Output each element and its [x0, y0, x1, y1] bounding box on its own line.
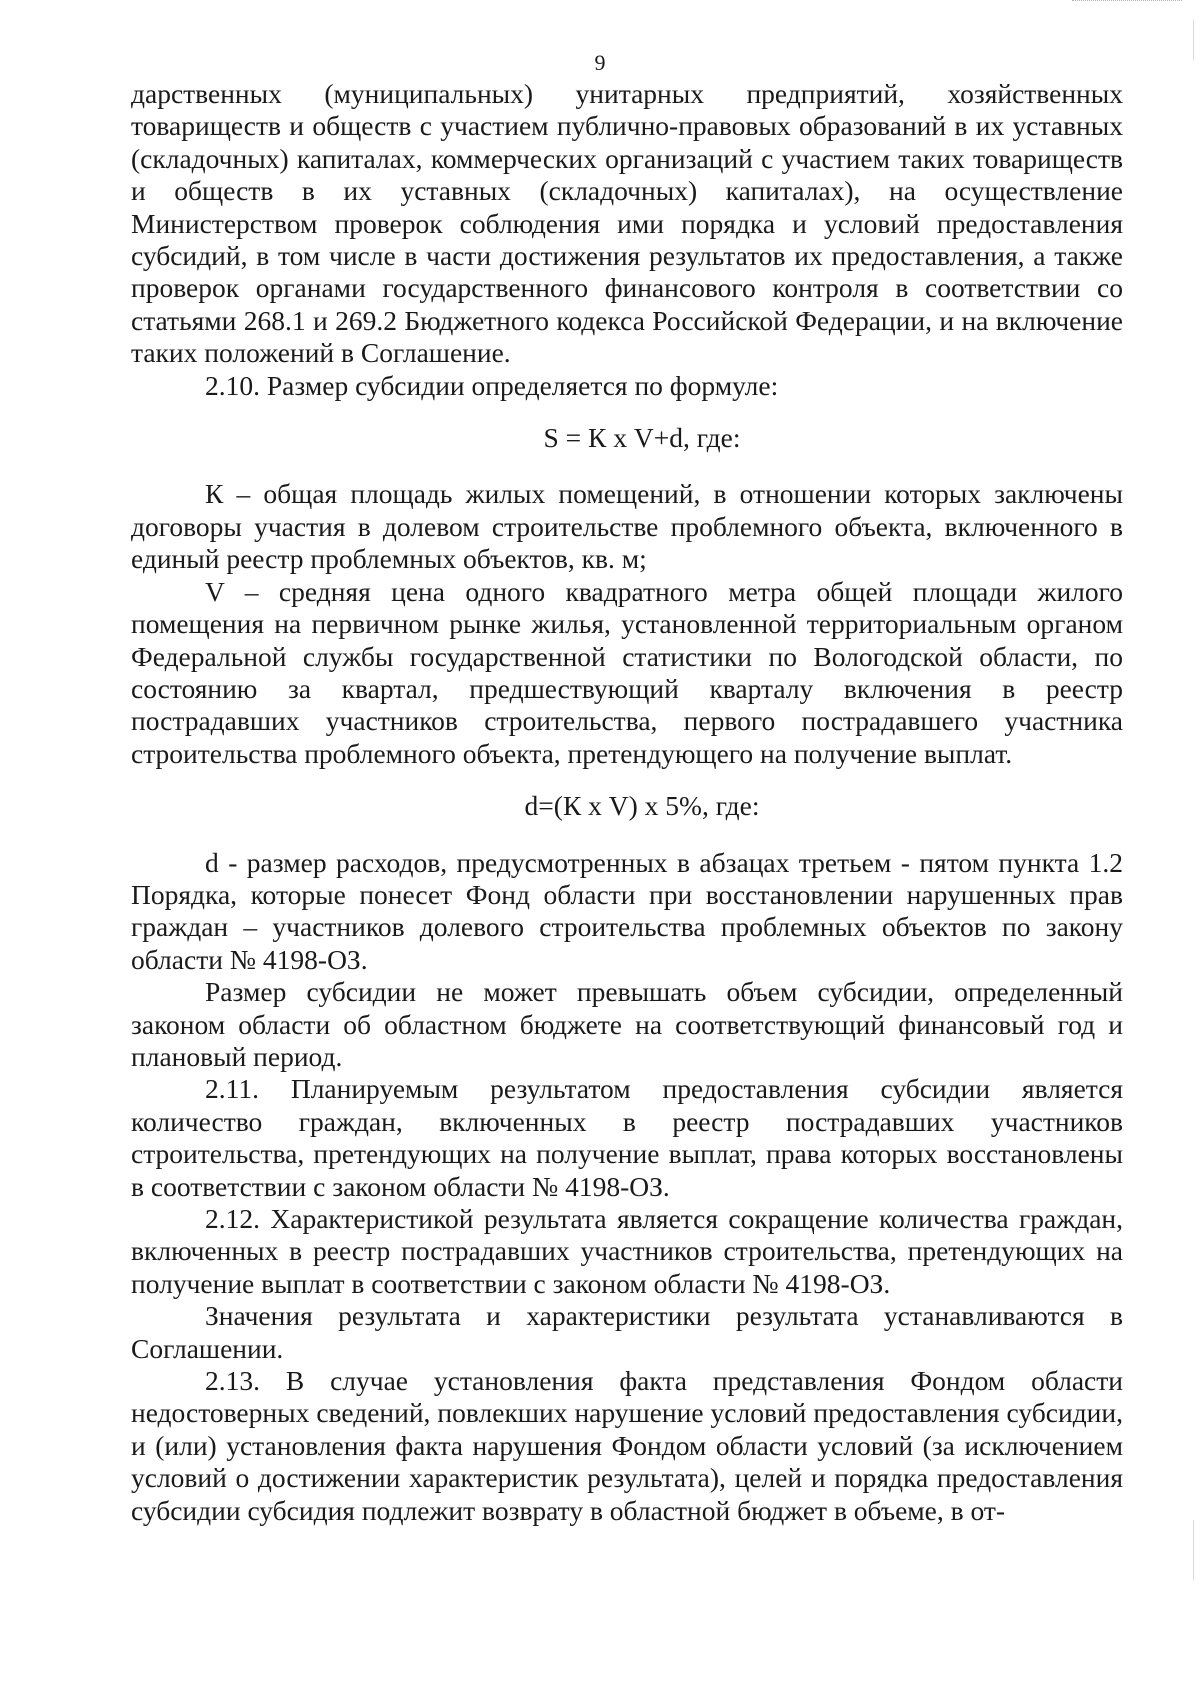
paragraph-2-13: 2.13. В случае установления факта представления Фондом области недостоверных сведений, повлекших нарушение условий предоставления субсидии, и (или) установления факта нарушения Фондом области условий (за исключением условий о достижении характеристик результата), целей и порядка предоставления субсидии субсидия подлежит возврату в областной бюджет в объеме, в от- — [131, 1365, 1123, 1526]
document-body — [131, 78, 1123, 1527]
paragraph-k-definition: К – общая площадь жилых помещений, в отношении которых заключены договоры участия в долевом строительстве проблемного объекта, включенного в единый реестр проблемных объектов, кв. м; — [131, 478, 1123, 575]
paragraph-subsidy-limit: Размер субсидии не может превышать объем субсидии, определенный законом области об областном бюджете на соответствующий финансовый год и плановый период. — [131, 976, 1123, 1072]
paragraph-2-12: 2.12. Характеристикой результата является сокращение количества граждан, включенных в реестр пострадавших участников строительства, претендующих на получение выплат в соответствии с законом области № 4198-ОЗ. — [131, 1203, 1123, 1299]
paragraph: дарственных (муниципальных) унитарных предприятий, хозяйственных товариществ и обществ с участием публично-правовых образований в их уставных (складочных) капиталах, коммерческих организаций с участием таких товариществ и обществ в их уставных (складочных) капиталах), на осуществление Министерством проверок соблюдения ими порядка и условий предоставления субсидий, в том числе в части достижения результатов их предоставления, а также проверок органами государственного финансового контроля в соответствии со статьями 268.1 и 269.2 Бюджетного кодекса Российской Федерации, и на включение таких положений в Соглашение. — [131, 78, 1123, 369]
scan-edge-mark — [1072, 0, 1182, 3]
paragraph-d-definition: d - размер расходов, предусмотренных в абзацах третьем - пятом пункта 1.2 Порядка, которые понесет Фонд области при восстановлении нарушенных прав граждан – участников долевого строительства проблемных объектов по закону области № 4198-ОЗ. — [131, 846, 1123, 975]
paragraph-2-10: 2.10. Размер субсидии определяется по формуле: — [205, 369, 779, 401]
formula-subsidy: S = К х V+d, где: — [543, 422, 741, 454]
paragraph-2-11: 2.11. Планируемым результатом предоставления субсидии является количество граждан, включенных в реестр пострадавших участников строительства, претендующих на получение выплат, права которых восстановлены в соответствии с законом области № 4198-ОЗ. — [131, 1073, 1123, 1202]
paragraph-v-definition: V – средняя цена одного квадратного метра общей площади жилого помещения на первичном рынке жилья, установленной территориальным органом Федеральной службы государственной статистики по Вологодской области, по состоянию за квартал, предшествующий кварталу включения в реестр пострадавших участников строительства, первого пострадавшего участника строительства проблемного объекта, претендующего на получение выплат. — [131, 575, 1123, 769]
paragraph-result-values: Значения результата и характеристики результата устанавливаются в Соглашении. — [131, 1300, 1123, 1364]
scan-edge-line — [1193, 1520, 1194, 1580]
page-number: 9 — [594, 50, 606, 75]
formula-d: d=(К х V) х 5%, где: — [524, 790, 760, 822]
